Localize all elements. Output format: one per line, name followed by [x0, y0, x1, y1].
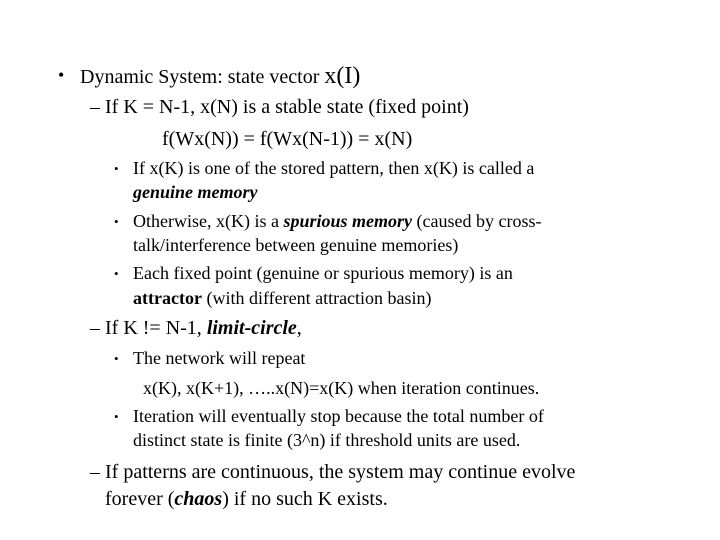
limit-circle-post: ,: [296, 317, 302, 339]
chaos-line: [105, 489, 388, 509]
limit-circle-line: [105, 318, 302, 338]
attractor-term: attractor: [133, 288, 202, 308]
spurious-memory-term: spurious memory: [283, 211, 412, 231]
dynamic-system-line: [80, 64, 360, 88]
iteration-stop-line: Iteration will eventually stop because the total number of: [133, 406, 544, 426]
sub-bullet-dot: •: [114, 214, 119, 229]
limit-circle-term: limit-circle: [206, 317, 297, 339]
genuine-memory-term: genuine memory: [133, 182, 258, 202]
attractor-line: [133, 289, 432, 307]
stable-state-line: If K = N-1, x(N) is a stable state (fixed point): [105, 96, 469, 118]
genuine-memory-line: If x(K) is one of the stored pattern, then x(K) is called a: [133, 158, 535, 178]
sub-bullet-dot: •: [114, 161, 119, 176]
iteration-sequence-line: x(K), x(K+1), …..x(N)=x(K) when iteration continues.: [143, 378, 540, 398]
sub-bullet-dot: •: [114, 351, 119, 366]
finite-state-line: distinct state is finite (3^n) if threshold units are used.: [133, 430, 521, 450]
chaos-post: ) if no such K exists.: [222, 488, 388, 510]
attraction-basin-text: (with different attraction basin): [201, 288, 432, 308]
dash-bullet: –: [90, 96, 100, 118]
chaos-term: chaos: [174, 488, 223, 510]
chaos-pre: forever (: [105, 488, 175, 510]
fixed-point-attractor-line: Each fixed point (genuine or spurious memory) is an: [133, 263, 513, 283]
bullet-dot: •: [58, 65, 65, 85]
dash-bullet: –: [90, 317, 100, 339]
state-vector-symbol: x(I): [324, 63, 361, 89]
network-repeat-line: The network will repeat: [133, 348, 306, 368]
dynamic-system-text: Dynamic System: state vector: [80, 66, 325, 88]
sub-bullet-dot: •: [114, 266, 119, 281]
spurious-memory-line: [133, 212, 541, 230]
limit-circle-pre: If K != N-1,: [105, 317, 207, 339]
continuous-patterns-line: If patterns are continuous, the system may continue evolve: [105, 461, 576, 483]
sub-bullet-dot: •: [114, 409, 119, 424]
spurious-memory-pre: Otherwise, x(K) is a: [133, 211, 284, 231]
crosstalk-line: talk/interference between genuine memories): [133, 235, 459, 255]
spurious-memory-post: (caused by cross-: [412, 211, 542, 231]
dash-bullet: –: [90, 461, 100, 483]
fixed-point-formula: f(Wx(N)) = f(Wx(N-1)) = x(N): [162, 128, 413, 150]
